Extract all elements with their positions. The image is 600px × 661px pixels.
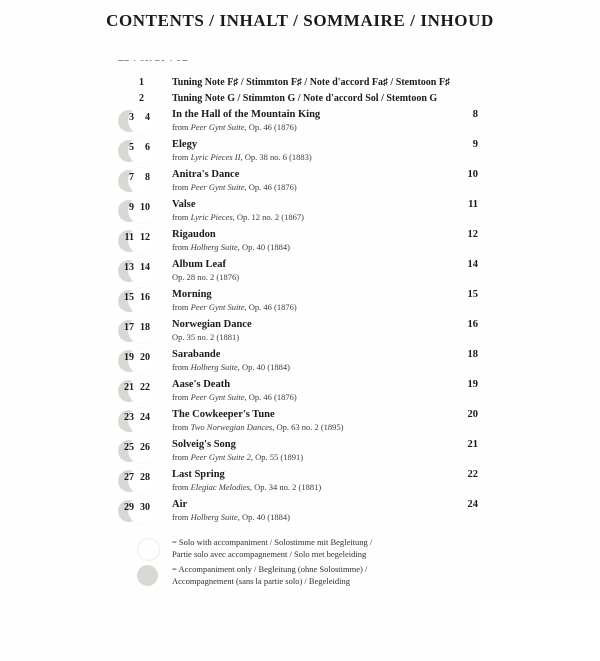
toc-row	[118, 139, 478, 163]
piece-title: Album Leaf	[172, 259, 226, 270]
page-number: 24	[467, 499, 478, 510]
page-number: 12	[467, 229, 478, 240]
track-discs-icon	[118, 197, 172, 223]
piece-text	[172, 499, 448, 522]
track-discs-icon	[118, 317, 172, 343]
piece-text	[172, 169, 448, 192]
piece-subtitle: from Peer Gynt Suite 2, Op. 55 (1891)	[172, 452, 304, 462]
track-discs-icon	[118, 467, 172, 493]
track-number-accompaniment: 4	[145, 112, 150, 123]
page-number: 22	[467, 469, 478, 480]
toc-row	[118, 469, 478, 493]
page-number: 19	[467, 379, 478, 390]
toc-row	[118, 289, 478, 313]
piece-subtitle: from Holberg Suite, Op. 40 (1884)	[172, 512, 290, 522]
track-number-solo: 19	[124, 352, 134, 363]
track-discs-icon	[118, 407, 172, 433]
piece-title: Elegy	[172, 139, 198, 150]
piece-text	[172, 379, 448, 402]
piece-text	[172, 259, 448, 282]
track-number-solo: 25	[124, 442, 134, 453]
piece-subtitle: from Lyric Pieces II, Op. 38 no. 6 (1883)	[172, 152, 312, 162]
page-number: 20	[467, 409, 478, 420]
track-number-accompaniment: 16	[140, 292, 150, 303]
piece-subtitle: from Two Norwegian Dances, Op. 63 no. 2 (1895)	[172, 422, 344, 432]
track-discs-icon	[118, 347, 172, 373]
track-number-accompaniment: 14	[140, 262, 150, 273]
toc-row	[118, 169, 478, 193]
piece-title: Last Spring	[172, 469, 225, 480]
page-title: CONTENTS / INHALT / SOMMAIRE / INHOUD	[106, 11, 494, 30]
track-discs-icon	[118, 227, 172, 253]
toc-row	[118, 109, 478, 133]
track-number-accompaniment: 22	[140, 382, 150, 393]
tuning-row	[118, 93, 538, 104]
piece-text	[172, 199, 448, 222]
track-number-solo: 11	[124, 232, 134, 243]
piece-subtitle: from Peer Gynt Suite, Op. 46 (1876)	[172, 182, 297, 192]
piece-text	[172, 109, 448, 132]
piece-text	[172, 349, 448, 372]
legend-text: = Accompaniment only / Begleitung (ohne Solostimme) / Accompagnement (sans la partie solo) / Begeleiding	[172, 564, 368, 587]
track-number-accompaniment: 20	[140, 352, 150, 363]
toc-row	[118, 319, 478, 343]
toc-row	[118, 439, 478, 463]
piece-subtitle: from Peer Gynt Suite, Op. 46 (1876)	[172, 302, 297, 312]
page-number: 8	[472, 109, 478, 120]
page-number: 14	[467, 259, 478, 270]
piece-text	[172, 409, 448, 432]
track-discs-icon	[118, 377, 172, 403]
page-number: 21	[467, 439, 478, 450]
piece-subtitle: Op. 35 no. 2 (1881)	[172, 332, 240, 342]
page-number: 9	[472, 139, 478, 150]
track-number-solo: 23	[124, 412, 134, 423]
track-discs-icon	[118, 287, 172, 313]
legend-text: = Solo with accompaniment / Solostimme mit Begleitung / Partie solo avec accompagnement / Solo met begeleiding	[172, 537, 373, 560]
piece-title: Norwegian Dance	[172, 319, 252, 330]
page-number: 11	[468, 199, 478, 210]
piece-subtitle: from Holberg Suite, Op. 40 (1884)	[172, 362, 290, 372]
track-number-solo: 9	[129, 202, 134, 213]
track-discs-icon	[118, 257, 172, 283]
page-number: 10	[467, 169, 478, 180]
track-number-solo: 5	[129, 142, 134, 153]
tuning-row	[118, 77, 538, 88]
piece-title: Solveig's Song	[172, 439, 236, 450]
track-number-accompaniment: 26	[140, 442, 150, 453]
accompaniment-circle-icon	[137, 565, 158, 586]
piece-subtitle: from Lyric Pieces, Op. 12 no. 2 (1867)	[172, 212, 304, 222]
piece-subtitle: Op. 28 no. 2 (1876)	[172, 272, 240, 282]
track-number: 1	[139, 77, 144, 88]
piece-title: Sarabande	[172, 349, 221, 360]
piece-subtitle: from Elegiac Melodies, Op. 34 no. 2 (1881)	[172, 482, 322, 492]
track-number: 2	[139, 93, 144, 104]
toc-row	[118, 259, 478, 283]
piece-title: Morning	[172, 289, 212, 300]
page-number: 16	[467, 319, 478, 330]
piece-title: In the Hall of the Mountain King	[172, 109, 321, 120]
track-number-accompaniment: 12	[140, 232, 150, 243]
piece-title: Valse	[172, 199, 196, 210]
piece-text	[172, 439, 448, 462]
toc-row	[118, 229, 478, 253]
track-number-accompaniment: 6	[145, 142, 150, 153]
solo-circle-icon	[137, 538, 160, 561]
track-number-solo: 29	[124, 502, 134, 513]
piece-text	[172, 319, 448, 342]
track-number-accompaniment: 30	[140, 502, 150, 513]
page-number: 18	[467, 349, 478, 360]
toc-row	[118, 199, 478, 223]
track-number-solo: 17	[124, 322, 134, 333]
track-discs-icon	[118, 497, 172, 523]
track-discs-icon	[118, 167, 172, 193]
track-number-accompaniment: 8	[145, 172, 150, 183]
toc-row	[118, 409, 478, 433]
track-number-accompaniment: 24	[140, 412, 150, 423]
piece-text	[172, 139, 448, 162]
track-discs-icon	[118, 437, 172, 463]
track-number-accompaniment: 28	[140, 472, 150, 483]
track-discs-icon	[118, 137, 172, 163]
piece-text	[172, 469, 448, 492]
track-discs-icon	[118, 107, 172, 133]
piece-subtitle: from Peer Gynt Suite, Op. 46 (1876)	[172, 122, 297, 132]
tuning-label: Tuning Note G / Stimmton G / Note d'accord Sol / Stemtoon G	[172, 93, 438, 104]
toc-row	[118, 379, 478, 403]
track-number-accompaniment: 18	[140, 322, 150, 333]
track-number-solo: 3	[129, 112, 134, 123]
piece-title: Air	[172, 499, 188, 510]
toc-row	[118, 349, 478, 373]
piece-subtitle: from Peer Gynt Suite, Op. 46 (1876)	[172, 392, 297, 402]
track-number-solo: 27	[124, 472, 134, 483]
track-number-solo: 13	[124, 262, 134, 273]
toc-row	[118, 499, 478, 523]
piece-title: Rigaudon	[172, 229, 216, 240]
tuning-label: Tuning Note F♯ / Stimmton F♯ / Note d'accord Fa♯ / Stemtoon F♯	[172, 77, 450, 88]
piece-title: Aase's Death	[172, 379, 231, 390]
piece-title: Anitra's Dance	[172, 169, 240, 180]
page-number: 15	[467, 289, 478, 300]
piece-text	[172, 289, 448, 312]
track-number-solo: 7	[129, 172, 134, 183]
piece-subtitle: from Holberg Suite, Op. 40 (1884)	[172, 242, 290, 252]
track-number-solo: 15	[124, 292, 134, 303]
track-number-accompaniment: 10	[140, 202, 150, 213]
piece-title: The Cowkeeper's Tune	[172, 409, 275, 420]
piece-text	[172, 229, 448, 252]
track-number-solo: 21	[124, 382, 134, 393]
